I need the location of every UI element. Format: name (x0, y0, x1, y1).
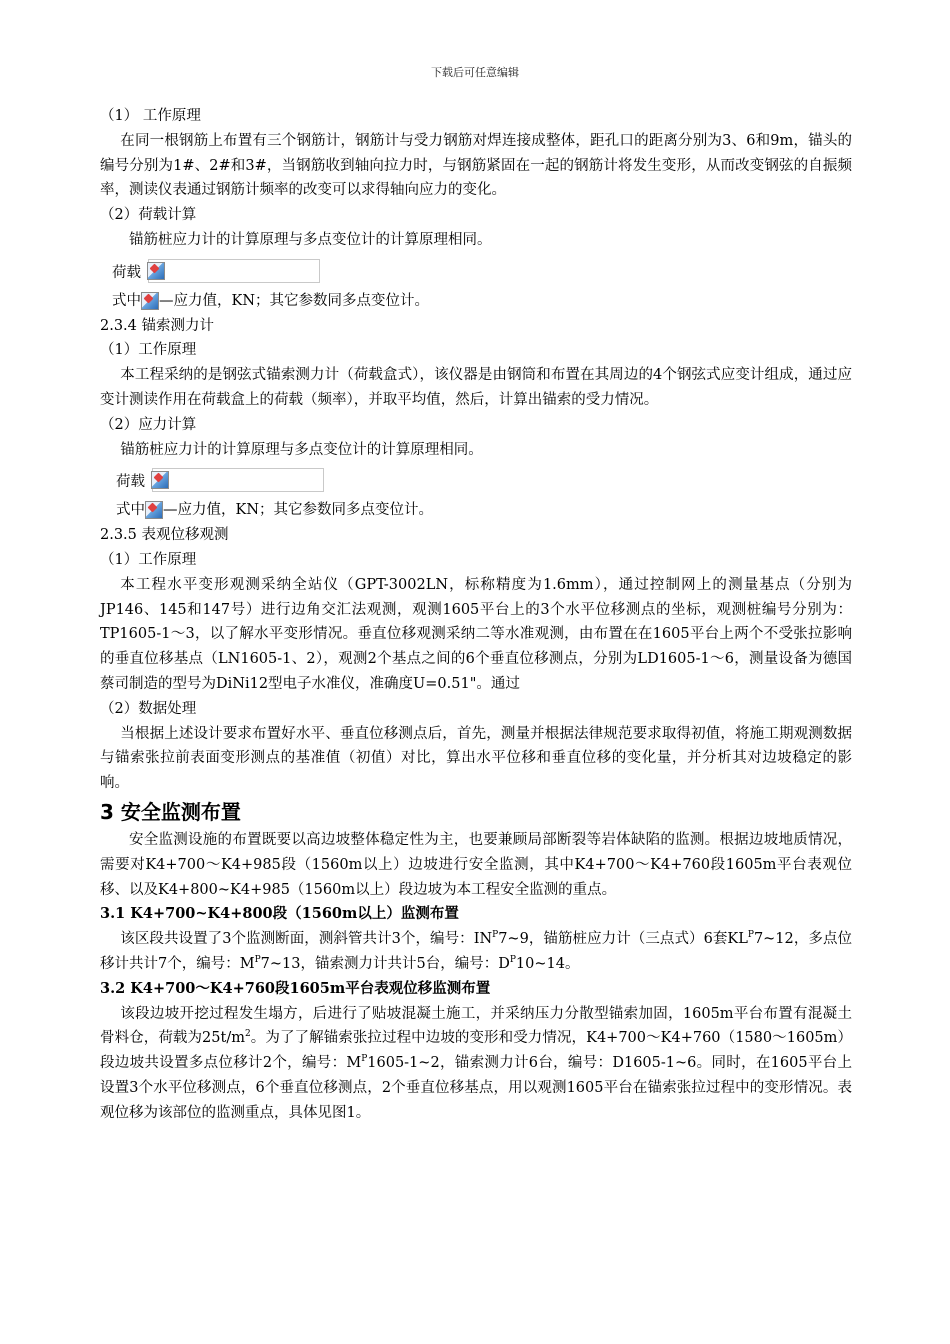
formula-row (100, 464, 852, 498)
broken-image-icon (141, 292, 159, 310)
paragraph: 本工程水平变形观测采纳全站仪（GPT-3002LN，标称精度为1.6mm），通过控制网上的测量基点（分别为JP146、145和147号）进行边角交汇法观测，观测1605平台上的3个水平位移测点的坐标，观测桩编号分别为：TP1605-1～3，以了解水平变形情况。垂直位移观测采纳二等水准观测，由布置在在1605平台上两个不受张拉影响的垂直位移基点（LN1605-1、2），观测2个基点之间的6个垂直位移测点，分别为LD1605-1～6，测量设备为德国蔡司制造的型号为DiNi12型电子水准仪，准确度U=0.51"。通过 (100, 576, 852, 692)
paragraph: 该区段共设置了3个监测断面，测斜管共计3个，编号：$IN^P7\sim 9$，锚筋桩应力计（三点式）6套$KL^P7\sim 12$，多点位移计共计7个，编号：$M^P7\sim 13$，锚索测力计共计5台，编号：$D^P10\sim 14$。 (100, 930, 852, 972)
subsection-heading: 2.3.5 表观位移观测 (100, 527, 229, 544)
page-header: 下载后可任意编辑 (431, 66, 519, 79)
section-title: （2）荷载计算 (100, 207, 197, 224)
paragraph: 当根据上述设计要求布置好水平、垂直位移测点后，首先，测量并根据法律规范要求取得初值，将施工期观测数据与锚索张拉前表面变形测点的基准值（初值）对比，算出水平位移和垂直位移的变化量，并分析其对边坡稳定的影响。 (100, 725, 852, 792)
section-title: （2）应力计算 (100, 416, 197, 433)
broken-image-icon (145, 501, 163, 519)
formula-explanation: 式中 —应力值，KN；其它参数同多点变位计。 (116, 502, 434, 519)
paragraph: 在同一根钢筋上布置有三个钢筋计，钢筋计与受力钢筋对焊连接成整体，距孔口的距离分别为3、6和9m，锚头的编号分别为1#、2#和3#，当钢筋收到轴向拉力时，与钢筋紧固在一起的钢筋计将发生变形，从而改变钢弦的自振频率，测读仪表通过钢筋计频率的改变可以求得轴向应力的变化。 (100, 132, 852, 199)
document-body (100, 104, 852, 1125)
paragraph: 安全监测设施的布置既要以高边坡整体稳定性为主，也要兼顾局部断裂等岩体缺陷的监测。根据边坡地质情况，需要对K4+700～K4+985段（1560m以上）边坡进行安全监测，其中K4+700～K4+760段1605m平台表观位移、以及K4+800~K4+985（1560m以上）段边坡为本工程安全监测的重点。 (100, 831, 852, 898)
formula-label: 荷载 (112, 264, 141, 281)
formula-explanation: 式中 —应力值，KN；其它参数同多点变位计。 (112, 292, 430, 309)
formula-image-placeholder (152, 468, 324, 492)
paragraph: 该段边坡开挖过程发生塌方，后进行了贴坡混凝土施工，并采纳压力分散型锚索加固，1605m平台布置有混凝土骨料仓，荷载为$25t/m^2$。为了了解锚索张拉过程中边坡的变形和受力情况，K4+700～K4+760（1580～1605m）段边坡共设置多点位移计2个，编号：$M^P1605-1\sim 2$，锚索测力计6台，编号：D1605-1~6。同时，在1605平台上设置3个水平位移测点，6个垂直位移测点，2个垂直位移基点，用以观测1605平台在锚索张拉过程中的变形情况。表观位移为该部位的监测重点，具体见图1。 (100, 1005, 852, 1121)
paragraph: 锚筋桩应力计的计算原理与多点变位计的计算原理相同。 (129, 231, 492, 248)
section-title: （1）工作原理 (100, 551, 197, 568)
broken-image-icon (147, 262, 165, 280)
section-heading: 3.2 K4+700～K4+760段1605m平台表观位移监测布置 (100, 979, 491, 997)
paragraph: 锚筋桩应力计的计算原理与多点变位计的计算原理相同。 (120, 441, 483, 458)
broken-image-icon (151, 471, 169, 489)
subsection-heading: 2.3.4 锚索测力计 (100, 317, 215, 334)
section-title: （1）工作原理 (100, 342, 197, 359)
paragraph: 本工程采纳的是钢弦式锚索测力计（荷载盒式），该仪器是由钢筒和布置在其周边的4个钢弦式应变计组成，通过应变计测读作用在荷载盒上的荷载（频率），并取平均值，然后，计算出锚索的受力情况。 (100, 367, 852, 408)
section-title: （2）数据处理 (100, 700, 197, 717)
section-heading: 3.1 K4+700~K4+800段（1560m以上）监测布置 (100, 905, 459, 923)
section-title: （1） 工作原理 (100, 108, 201, 124)
formula-label: 荷载 (116, 474, 145, 491)
chapter-heading: 3 安全监测布置 (100, 799, 241, 824)
formula-image-placeholder (148, 259, 320, 283)
formula-row (100, 255, 852, 289)
